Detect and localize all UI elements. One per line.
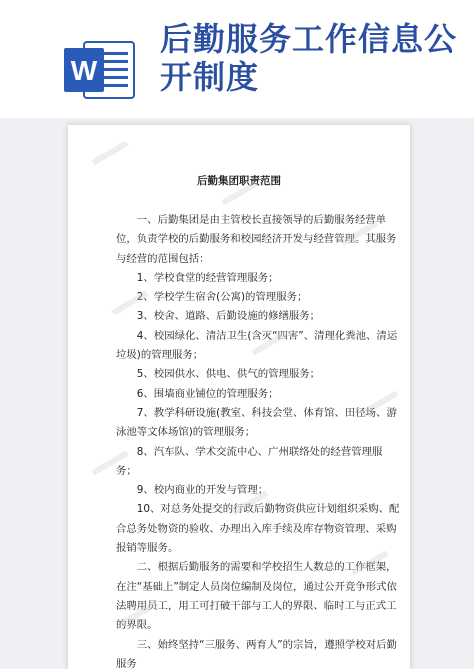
list-item: 10、对总务处提交的行政后勤物资供应计划组织采购、配合总务处物资的验收、办理出入库手续及库存物资管理、采购报销等服务。 [116,503,400,555]
list-item: 5、校园供水、供电、供气的管理服务； [136,368,321,381]
paragraph: 三、始终坚持“三服务、两育人”的宗旨，遵照学校对后勤服务 [116,638,397,669]
list-item: 6、围墙商业铺位的管理服务； [136,387,279,400]
paragraph: 一、后勤集团是由主管校长直接领导的后勤服务经营单位，负责学校的后勤服务和校园经济开发与经营管理。其服务与经营的范围包括： [116,214,397,265]
document-heading: 后勤集团职责范围 [197,175,281,187]
document-page [68,125,410,669]
list-item: 1、学校食堂的经营管理服务； [136,271,279,284]
list-item: 9、校内商业的开发与管理； [136,484,269,497]
svg-text:W: W [70,55,98,86]
document-body [116,211,402,669]
list-item: 4、校园绿化、清洁卫生(含灭“四害”、清理化粪池、清运垃圾)的管理服务； [116,329,398,362]
word-document-icon [62,38,136,102]
header-banner [0,0,474,118]
paragraph: 二、根据后勤服务的需要和学校招生人数总的工作框架，在注“基础上”制定人员岗位编制及岗位，通过公开竞争形式依法聘用员工，用工可打破干部与工人的界限、临时工与正式工的界限。 [116,561,397,632]
list-item: 7、教学科研设施(教室、科技会堂、体育馆、田径场、游泳池等文体场馆)的管理服务； [116,406,397,439]
list-item: 8、汽车队、学术交流中心、广州联络处的经营管理服务； [116,445,383,477]
page-title: 后勤服务工作信息公开制度 [160,20,458,96]
list-item: 2、学校学生宿舍(公寓)的管理服务； [136,291,308,304]
list-item: 3、校舍、道路、后勤设施的修缮服务； [136,310,321,323]
